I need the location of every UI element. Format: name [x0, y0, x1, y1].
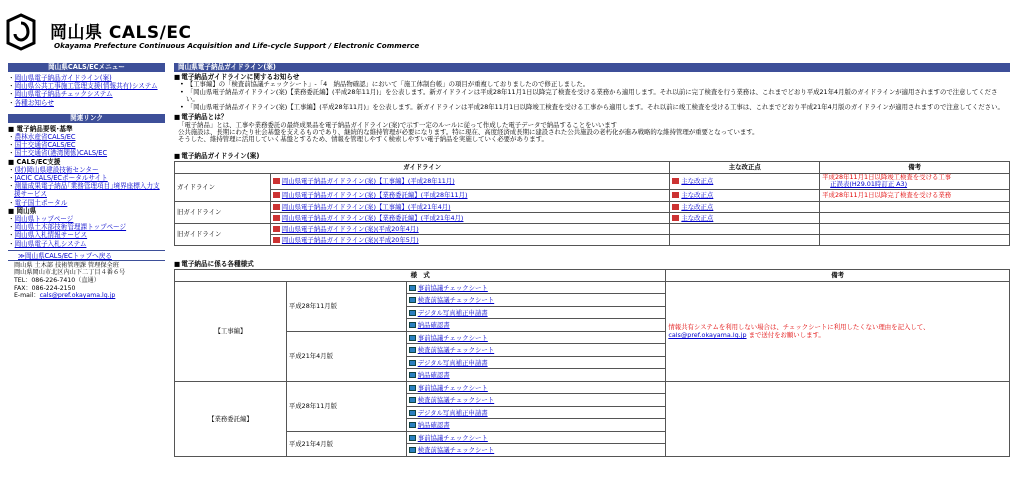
- guideline-heading: ■ 電子納品ガイドライン(案): [174, 152, 1010, 160]
- related-link[interactable]: ・JACIC CALS/ECポータルサイト: [8, 174, 108, 183]
- errata-link[interactable]: 正誤表(H29.01時訂正 A3): [830, 180, 908, 189]
- pdf-icon: [672, 204, 679, 210]
- form-link[interactable]: 納品確認書: [409, 321, 450, 329]
- spreadsheet-icon: [409, 435, 416, 441]
- menu-item-notices[interactable]: ・各種お知らせ: [8, 98, 54, 107]
- spreadsheet-icon: [409, 347, 416, 353]
- pdf-icon: [672, 178, 679, 184]
- site-subtitle: Okayama Prefecture Continuous Acquisition and Life-cycle Support / Electronic Commerce: [54, 41, 420, 50]
- form-link[interactable]: 検査前協議チェックシート: [409, 446, 495, 454]
- related-link[interactable]: ・岡山県電子入札システム: [8, 239, 87, 248]
- spreadsheet-icon: [409, 322, 416, 328]
- site-title: 岡山県 CALS/EC: [50, 23, 192, 43]
- what-text: そうした、維持管理に活用していく基盤とするため、情報を管理しやすく検索しやすい電子納品を実施していく必要があります。: [178, 135, 548, 144]
- spreadsheet-icon: [409, 285, 416, 291]
- related-link[interactable]: ・岡山県土木部技術管理課トップページ: [8, 223, 127, 232]
- group-heading: ■ CALS/EC支援: [8, 157, 61, 166]
- related-link[interactable]: ・岡山県入札情報サービス: [8, 231, 88, 240]
- col-header: 様 式: [175, 269, 666, 281]
- changes-link[interactable]: 主な改正点: [672, 214, 713, 222]
- note-text: 平成28年11月1日以降竣工検査を受ける工事: [822, 172, 952, 181]
- form-link[interactable]: デジタル写真補正申請書: [409, 409, 488, 417]
- spreadsheet-icon: [409, 397, 416, 403]
- form-link[interactable]: 検査前協議チェックシート: [409, 396, 495, 404]
- menu-item-guideline[interactable]: ・岡山県電子納品ガイドライン(案): [8, 74, 112, 82]
- guideline-doc-link[interactable]: 岡山県電子納品ガイドライン(案)【業務委託編】(平成28年11月): [273, 191, 468, 199]
- related-link[interactable]: ・農林水産省CALS/EC: [8, 133, 76, 142]
- pdf-icon: [273, 226, 280, 232]
- pdf-icon: [672, 192, 679, 198]
- pdf-icon: [273, 178, 280, 184]
- form-link[interactable]: 検査前協議チェックシート: [409, 296, 495, 304]
- pdf-icon: [273, 237, 280, 243]
- spreadsheet-icon: [409, 297, 416, 303]
- group-heading: ■ 電子納品要領･基準: [8, 124, 73, 133]
- forms-group-label: 【工事編】: [175, 281, 287, 381]
- spreadsheet-icon: [409, 372, 416, 378]
- pdf-icon: [672, 215, 679, 221]
- version-label: 平成28年11月版: [286, 381, 406, 431]
- notice-heading: ■ 電子納品ガイドラインに関するお知らせ: [174, 73, 1010, 81]
- related-link[interactable]: ・電子国土ポータル: [8, 198, 68, 207]
- forms-table: [174, 269, 1010, 457]
- form-link[interactable]: 納品確認書: [409, 371, 450, 379]
- what-text: 公共施設は、長期にわたり社会基盤を支えるものであり、継続的な維持管理が必要になります。特に現在、高度経済成長期に建設された公共施設の老朽化が進み戦略的な維持管理が重要となっています。: [178, 127, 759, 136]
- spreadsheet-icon: [409, 447, 416, 453]
- okayama-emblem-icon: [6, 13, 36, 51]
- row-label: ガイドライン: [175, 173, 271, 201]
- menu-item-check-system[interactable]: ・岡山県電子納品チェックシステム: [8, 90, 113, 99]
- row-label: 旧ガイドライン: [175, 201, 271, 223]
- form-link[interactable]: 事前協議チェックシート: [409, 384, 488, 392]
- menu-item-info-sharing[interactable]: ・岡山県公共工事施工管理支援(情報共有)システム: [8, 82, 158, 91]
- form-link[interactable]: 事前協議チェックシート: [409, 284, 488, 292]
- guideline-doc-link[interactable]: 岡山県電子納品ガイドライン(案)【業務委託編】(平成21年4月): [273, 214, 464, 222]
- sidebar: [8, 63, 165, 300]
- version-label: 平成21年4月版: [286, 431, 406, 456]
- col-header: 備考: [820, 161, 1010, 173]
- pdf-icon: [273, 192, 280, 198]
- form-link[interactable]: 検査前協議チェックシート: [409, 346, 495, 354]
- related-link[interactable]: ・(財)岡山県建設技術センター: [8, 165, 99, 174]
- what-text: 「電子納品」とは、工事や業務委託の最終成果品を電子納品ガイドライン(案)で示す一定のルールに従って作成した電子データで納品することをいいます: [178, 120, 618, 129]
- notice-item: • 「岡山県電子納品ガイドライン(案)【業務委託編】(平成28年11月)」を公表します。新ガイドラインは平成28年11月1日以降完了検査を受ける業務から適用します。それ以前に完了検査を行う業務は、これまでどおり平成21年4月版のガイドラインが適用されますので注意してください。: [174, 89, 1010, 104]
- guideline-doc-link[interactable]: 岡山県電子納品ガイドライン(案)【工事編】(平成21年4月): [273, 203, 451, 211]
- changes-link[interactable]: 主な改正点: [672, 177, 713, 185]
- page-title: 岡山県電子納品ガイドライン(案): [174, 63, 1010, 72]
- pdf-icon: [273, 215, 280, 221]
- form-link[interactable]: デジタル写真補正申請書: [409, 359, 488, 367]
- changes-link[interactable]: 主な改正点: [672, 203, 713, 211]
- main-content: [174, 63, 1010, 457]
- forms-heading: ■ 電子納品に係る各種様式: [174, 260, 1010, 268]
- note-text: 平成28年11月1日以降完了検査を受ける業務: [822, 191, 952, 200]
- spreadsheet-icon: [409, 360, 416, 366]
- guideline-doc-link[interactable]: 岡山県電子納品ガイドライン(案)(平成20年5月): [273, 236, 419, 244]
- forms-note: 情報共有システムを利用しない場合は、チェックシートに利用したくない理由を記入して、cals@pref.okayama.lg.jp まで送付をお願いします。: [666, 281, 1010, 381]
- version-label: 平成28年11月版: [286, 281, 406, 331]
- notice-item: • 【工事編】の「検査前協議チェックシート」-「4 納品物確認」において「施工体制台帳」の項目が重複しておりましたので修正しました。: [174, 81, 1010, 89]
- links-title: 関連リンク: [8, 114, 165, 123]
- forms-group-label: 【業務委託編】: [175, 381, 287, 456]
- note-email-link[interactable]: cals@pref.okayama.lg.jp: [668, 331, 747, 340]
- guideline-doc-link[interactable]: 岡山県電子納品ガイドライン(案)(平成20年4月): [273, 225, 419, 233]
- what-heading: ■ 電子納品とは？: [174, 113, 1010, 121]
- form-link[interactable]: 事前協議チェックシート: [409, 434, 488, 442]
- changes-link[interactable]: 主な改正点: [672, 191, 713, 199]
- guideline-table: [174, 161, 1010, 246]
- back-to-top-link[interactable]: ≫岡山県CALS/ECトップへ戻る: [8, 250, 165, 260]
- header: [0, 0, 1024, 60]
- row-label: 旧ガイドライン: [175, 223, 271, 245]
- form-link[interactable]: デジタル写真補正申請書: [409, 309, 488, 317]
- spreadsheet-icon: [409, 335, 416, 341]
- contact-address: 岡山県 土木部 技術管理課 管理保全班 岡山県岡山市北区内山下二丁目４番６号 TEL：086-226-7410（直通） FAX：086-224-2150 E-mail：cals@pref.okayama.lg.jp: [8, 260, 165, 300]
- col-header: 備考: [666, 269, 1010, 281]
- spreadsheet-icon: [409, 385, 416, 391]
- related-link[interactable]: ・国土交通省(港湾関係)CALS/EC: [8, 149, 108, 158]
- pdf-icon: [273, 204, 280, 210]
- version-label: 平成21年4月版: [286, 331, 406, 381]
- contact-email-link[interactable]: cals@pref.okayama.lg.jp: [39, 292, 116, 300]
- spreadsheet-icon: [409, 422, 416, 428]
- related-link[interactable]: ・国土交通省CALS/EC: [8, 141, 76, 150]
- spreadsheet-icon: [409, 310, 416, 316]
- col-header: ガイドライン: [175, 161, 670, 173]
- related-link[interactable]: ・岡山県トップページ: [8, 215, 74, 224]
- form-link[interactable]: 事前協議チェックシート: [409, 334, 488, 342]
- form-link[interactable]: 納品確認書: [409, 421, 450, 429]
- notice-item: • 「岡山県電子納品ガイドライン(案)【工事編】(平成28年11月)」を公表します。新ガイドラインは平成28年11月1日以降竣工検査を受ける工事から適用します。それ以前に竣工検査を受ける工事は、これまでどおり平成21年4月版のガイドラインが適用されますので注意してください。: [174, 104, 1010, 112]
- menu-title: 岡山県CALS/ECメニュー: [8, 63, 165, 72]
- guideline-doc-link[interactable]: 岡山県電子納品ガイドライン(案)【工事編】(平成28年11月): [273, 177, 455, 185]
- spreadsheet-icon: [409, 410, 416, 416]
- col-header: 主な改正点: [670, 161, 820, 173]
- related-link[interactable]: ・測量成果電子納品｢業務管理項目｣境界座標入力支援サービス: [8, 182, 160, 199]
- group-heading: ■ 岡山県: [8, 206, 37, 215]
